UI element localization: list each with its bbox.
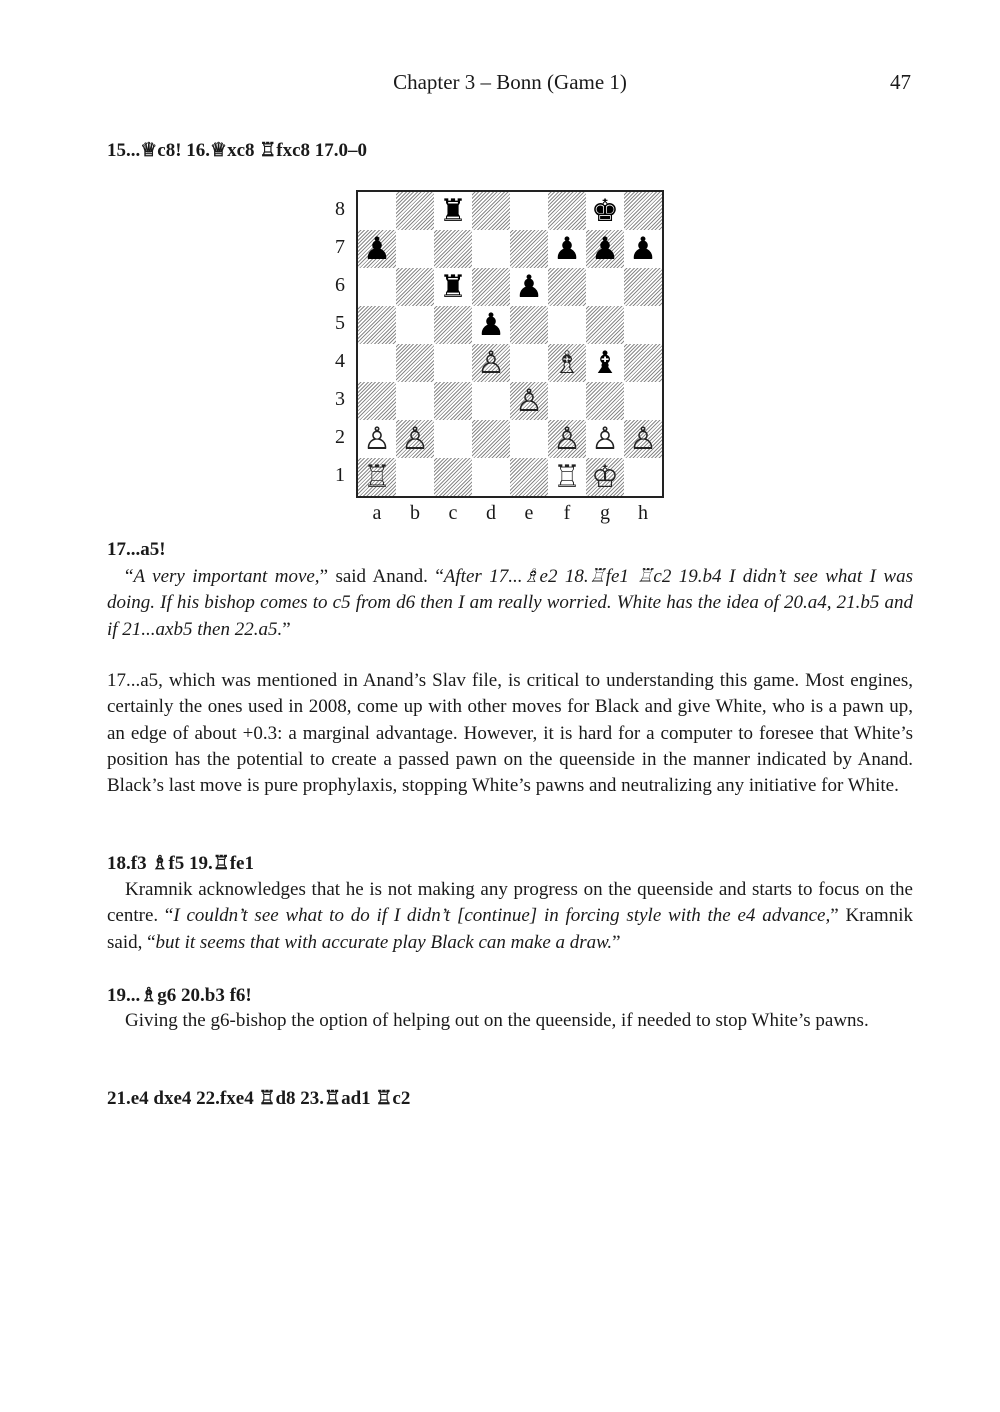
chess-board bbox=[356, 190, 664, 498]
square-a8 bbox=[358, 192, 396, 230]
piece-e3: ♙ bbox=[515, 383, 543, 419]
square-e2 bbox=[510, 420, 548, 458]
square-b5 bbox=[396, 306, 434, 344]
square-h4 bbox=[624, 344, 662, 382]
kramnik-paragraph bbox=[107, 877, 913, 956]
square-f3 bbox=[548, 382, 586, 420]
body-paragraph: 17...a5, which was mentioned in Anand’s Slav file, is critical to understanding this game. Most engines, certainly the ones used in 2008, come up with other moves for Black and give White, who is a pawn up, an edge of about +0.3: a marginal advantage. However, it is hard for a computer to foresee that White’s position has the potential to create a passed pawn on the queenside in the manner indicated by Anand. Black’s last move is pure prophylaxis, stopping White’s pawns and neutralizing any initiative for White. bbox=[107, 670, 913, 797]
square-e1 bbox=[510, 458, 548, 496]
square-h5 bbox=[624, 306, 662, 344]
quote-italic-2: After 17...♗e2 18.♖fe1 ♖c2 19.b4 I didn’t see what I was doing. If his bishop comes to c5 from d6 then I am really worried. White has the idea of 20.a4, 21.b5 and if 21...axb5 then 22.a5. bbox=[107, 566, 914, 640]
kramnik-text-2: ” Kramnik said, “ bbox=[107, 905, 913, 953]
move-line-17: 17...a5! bbox=[107, 539, 166, 560]
piece-f1: ♖ bbox=[553, 459, 581, 495]
square-a1 bbox=[358, 458, 396, 496]
square-c2 bbox=[434, 420, 472, 458]
piece-d4: ♙ bbox=[477, 345, 505, 381]
square-a5 bbox=[358, 306, 396, 344]
rank-label-4: 4 bbox=[335, 350, 345, 372]
square-h8 bbox=[624, 192, 662, 230]
square-b2 bbox=[396, 420, 434, 458]
square-d5 bbox=[472, 306, 510, 344]
piece-g4: ♝ bbox=[591, 345, 619, 381]
page-number: 47 bbox=[890, 70, 911, 94]
quote-italic-1: A very important move, bbox=[133, 566, 320, 587]
g6-bishop-paragraph: Giving the g6-bishop the option of helping out on the queenside, if needed to stop White’s pawns. bbox=[125, 1010, 869, 1031]
square-d4 bbox=[472, 344, 510, 382]
square-f5 bbox=[548, 306, 586, 344]
square-c5 bbox=[434, 306, 472, 344]
square-e3 bbox=[510, 382, 548, 420]
file-label-f: f bbox=[563, 502, 571, 524]
square-a4 bbox=[358, 344, 396, 382]
square-g8 bbox=[586, 192, 624, 230]
square-c8 bbox=[434, 192, 472, 230]
square-c1 bbox=[434, 458, 472, 496]
square-d3 bbox=[472, 382, 510, 420]
square-g7 bbox=[586, 230, 624, 268]
square-b7 bbox=[396, 230, 434, 268]
square-g6 bbox=[586, 268, 624, 306]
move-line-19: 19...♗g6 20.b3 f6! bbox=[107, 985, 252, 1006]
square-g5 bbox=[586, 306, 624, 344]
rank-label-2: 2 bbox=[335, 426, 345, 448]
move-line-21: 21.e4 dxe4 22.fxe4 ♖d8 23.♖ad1 ♖c2 bbox=[107, 1088, 411, 1109]
square-b3 bbox=[396, 382, 434, 420]
square-h2 bbox=[624, 420, 662, 458]
rank-label-1: 1 bbox=[335, 464, 345, 486]
rank-label-8: 8 bbox=[335, 198, 345, 220]
move-line-15: 15...♕c8! 16.♕xc8 ♖fxc8 17.0–0 bbox=[107, 140, 368, 161]
square-d1 bbox=[472, 458, 510, 496]
quote-paragraph bbox=[107, 564, 913, 643]
square-c6 bbox=[434, 268, 472, 306]
square-c4 bbox=[434, 344, 472, 382]
kramnik-italic-1: I couldn’t see what to do if I didn’t [continue] in forcing style with the e4 advance, bbox=[173, 905, 831, 927]
square-f1 bbox=[548, 458, 586, 496]
piece-e6: ♟ bbox=[515, 269, 543, 305]
file-label-g: g bbox=[600, 502, 610, 524]
square-e4 bbox=[510, 344, 548, 382]
piece-h2: ♙ bbox=[629, 421, 657, 457]
square-a6 bbox=[358, 268, 396, 306]
square-h7 bbox=[624, 230, 662, 268]
piece-g1: ♔ bbox=[591, 459, 619, 495]
piece-g7: ♟ bbox=[591, 231, 619, 267]
piece-a7: ♟ bbox=[363, 231, 391, 267]
piece-f4: ♗ bbox=[553, 345, 581, 381]
kramnik-text-3: ” bbox=[612, 931, 621, 953]
square-e6 bbox=[510, 268, 548, 306]
square-a2 bbox=[358, 420, 396, 458]
square-h1 bbox=[624, 458, 662, 496]
square-c7 bbox=[434, 230, 472, 268]
piece-b2: ♙ bbox=[401, 421, 429, 457]
square-d6 bbox=[472, 268, 510, 306]
square-g1 bbox=[586, 458, 624, 496]
square-b4 bbox=[396, 344, 434, 382]
square-d7 bbox=[472, 230, 510, 268]
square-f4 bbox=[548, 344, 586, 382]
kramnik-text-1: Kramnik acknowledges that he is not making any progress on the queenside and starts to focus on the centre. “ bbox=[107, 879, 913, 927]
file-label-b: b bbox=[410, 502, 420, 524]
square-g4 bbox=[586, 344, 624, 382]
square-e8 bbox=[510, 192, 548, 230]
quote-text-1: ” said Anand. “ bbox=[319, 566, 444, 587]
running-head bbox=[0, 70, 1000, 100]
file-label-e: e bbox=[524, 502, 534, 524]
chess-diagram bbox=[330, 190, 670, 530]
rank-label-6: 6 bbox=[335, 274, 345, 296]
square-a3 bbox=[358, 382, 396, 420]
rank-labels bbox=[330, 190, 350, 494]
square-f6 bbox=[548, 268, 586, 306]
rank-label-5: 5 bbox=[335, 312, 345, 334]
square-b1 bbox=[396, 458, 434, 496]
quote-open: “ bbox=[125, 566, 134, 587]
square-g2 bbox=[586, 420, 624, 458]
square-c3 bbox=[434, 382, 472, 420]
square-e5 bbox=[510, 306, 548, 344]
square-h6 bbox=[624, 268, 662, 306]
square-b8 bbox=[396, 192, 434, 230]
piece-f7: ♟ bbox=[553, 231, 581, 267]
square-a7 bbox=[358, 230, 396, 268]
piece-g8: ♚ bbox=[591, 193, 619, 229]
file-label-a: a bbox=[372, 502, 382, 524]
piece-a1: ♖ bbox=[363, 459, 391, 495]
file-labels bbox=[358, 502, 662, 526]
piece-c6: ♜ bbox=[439, 269, 467, 305]
rank-label-3: 3 bbox=[335, 388, 345, 410]
file-label-c: c bbox=[448, 502, 458, 524]
piece-a2: ♙ bbox=[363, 421, 391, 457]
piece-f2: ♙ bbox=[553, 421, 581, 457]
file-label-h: h bbox=[638, 502, 648, 524]
square-g3 bbox=[586, 382, 624, 420]
square-h3 bbox=[624, 382, 662, 420]
square-d2 bbox=[472, 420, 510, 458]
square-f2 bbox=[548, 420, 586, 458]
kramnik-italic-2: but it seems that with accurate play Black can make a draw. bbox=[155, 931, 613, 953]
move-line-18: 18.f3 ♗f5 19.♖fe1 bbox=[107, 853, 254, 874]
piece-c8: ♜ bbox=[439, 193, 467, 229]
square-f7 bbox=[548, 230, 586, 268]
chapter-title: Chapter 3 – Bonn (Game 1) bbox=[393, 70, 627, 94]
piece-d5: ♟ bbox=[477, 307, 505, 343]
square-f8 bbox=[548, 192, 586, 230]
quote-close: ” bbox=[282, 618, 291, 640]
piece-h7: ♟ bbox=[629, 231, 657, 267]
piece-g2: ♙ bbox=[591, 421, 619, 457]
square-d8 bbox=[472, 192, 510, 230]
square-b6 bbox=[396, 268, 434, 306]
file-label-d: d bbox=[486, 502, 496, 524]
rank-label-7: 7 bbox=[335, 236, 345, 258]
square-e7 bbox=[510, 230, 548, 268]
